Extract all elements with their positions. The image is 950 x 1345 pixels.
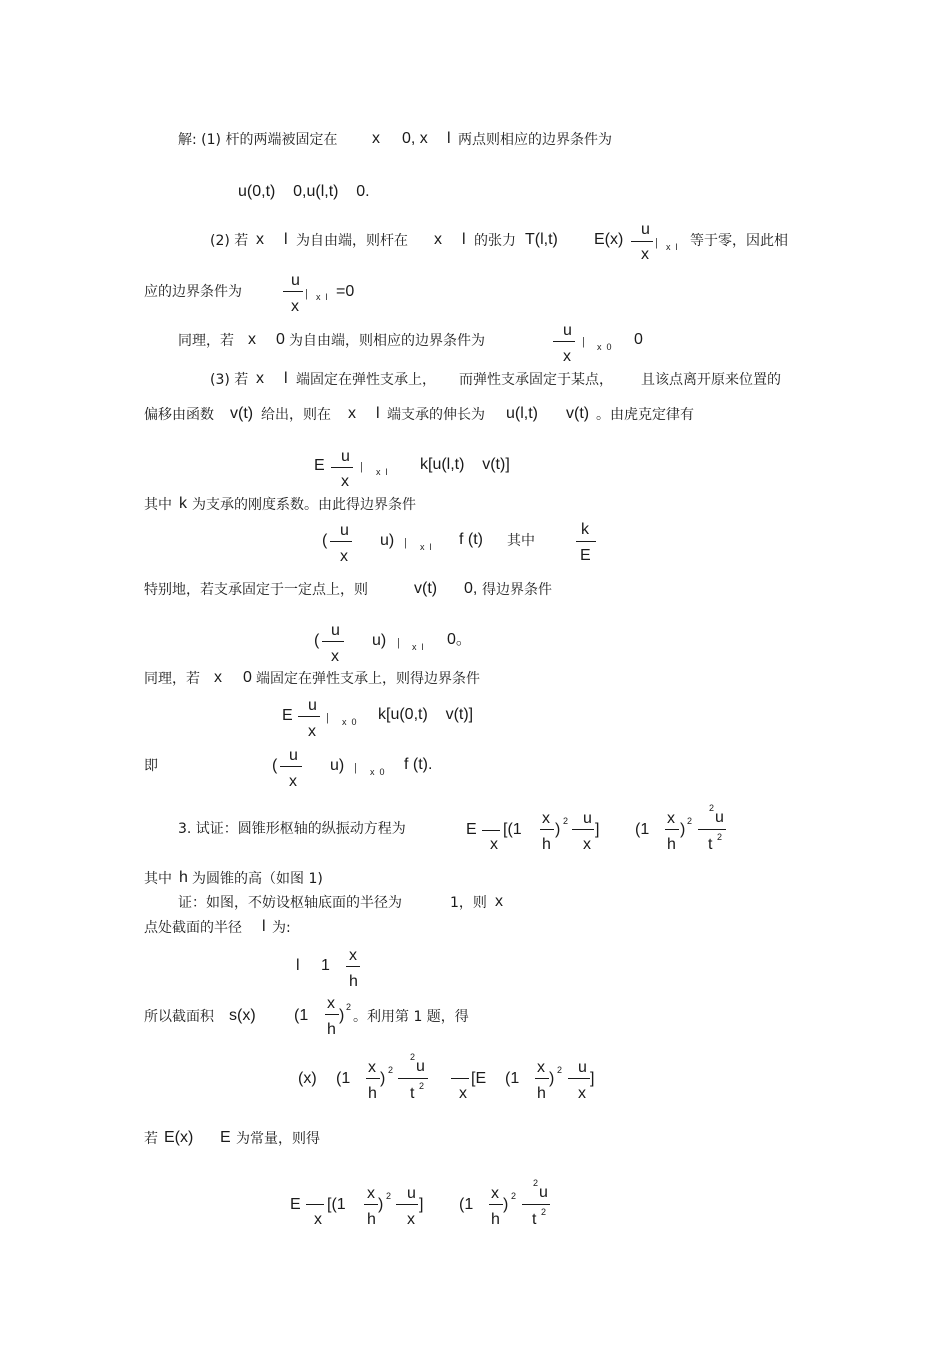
line6-t2: 而弹性支承固定于某点， [459, 372, 613, 388]
line3-sub: x l [666, 242, 678, 252]
line9-k: k [179, 495, 187, 512]
eq24-ru: u [539, 1184, 548, 1201]
line16-xd: x [583, 836, 591, 853]
line16-two: 2 [563, 816, 569, 826]
eq12-x: x [331, 648, 339, 665]
line16-rtwo-b: 2 [709, 803, 715, 813]
line9-lead: 其中 [144, 497, 172, 513]
eq20-l: l [296, 957, 300, 974]
line6-l: l [284, 370, 288, 387]
eq22-xh2-bar [535, 1078, 549, 1079]
eq22-t2: 2 [419, 1081, 425, 1091]
line16-E: E [466, 821, 477, 838]
eq14-sub: x 0 [342, 717, 357, 727]
line11-vt: v(t) [414, 580, 438, 597]
eq15-lead: 即 [144, 758, 158, 774]
eq15-rhs: f (t). [404, 756, 433, 773]
line5-rhs: 0 [634, 331, 643, 348]
eq10-open: ( [322, 532, 328, 549]
eq8-sub: x l [376, 467, 388, 477]
line18-one: 1，则 [450, 895, 487, 911]
eq24-xn: x [367, 1185, 375, 1202]
eq24-rp: ) [503, 1196, 509, 1213]
line1-lead: 解: (1) 杆的两端被固定在 [178, 132, 338, 148]
eq12-bar: | [397, 637, 400, 649]
line1-zero: 0, x [402, 130, 428, 147]
eq14-rhs: k[u(0,t) v(t)] [378, 706, 474, 723]
line5-u: u [563, 322, 572, 339]
line21-p: ) [339, 1007, 345, 1024]
eq15-fraction-bar [280, 766, 302, 767]
line2-eq: u(0,t) 0,u(l,t) 0. [238, 183, 370, 200]
eq24-close: ] [419, 1196, 424, 1213]
line23-tail: 为常量，则得 [236, 1131, 320, 1147]
line17-h: h [179, 869, 188, 886]
eq20-h: h [349, 973, 358, 990]
line9-tail: 为支承的刚度系数。由此得边界条件 [192, 497, 416, 513]
line4-fraction-bar [283, 291, 303, 292]
line7-x: x [348, 405, 356, 422]
eq24-x: x [314, 1211, 322, 1228]
line16-xh-bar [540, 829, 554, 830]
line21-lead: 所以截面积 [144, 1009, 214, 1025]
line16-lead: 3. 试证：圆锥形枢轴的纵振动方程为 [178, 821, 406, 837]
line5-lead: 同理，若 [178, 333, 234, 349]
eq24-rtwo-b: 2 [533, 1178, 539, 1188]
eq24-two: 2 [386, 1191, 392, 1201]
line7-t1: 给出，则在 [261, 407, 331, 423]
line16-rut-bar [698, 829, 726, 830]
eq24-E: E [290, 1196, 301, 1213]
eq24-u: u [407, 1185, 416, 1202]
line3-u: u [641, 221, 650, 238]
eq20-fraction-bar [346, 966, 360, 967]
eq24-h: h [367, 1211, 376, 1228]
eq24-p: ) [378, 1196, 384, 1213]
eq15-open: ( [272, 757, 278, 774]
eq8-u: u [341, 448, 350, 465]
line7-lead: 偏移由函数 [144, 407, 214, 423]
line13-x: x [214, 669, 222, 686]
eq24-rh: h [491, 1211, 500, 1228]
eq15-bar: | [354, 762, 357, 774]
line3-x: x [256, 231, 264, 248]
eq22-t3: 2 [557, 1065, 563, 1075]
eq10-k: k [581, 521, 589, 538]
line17-tail: 为圆锥的高（如图 1) [192, 871, 323, 887]
line5-mid: 为自由端，则相应的边界条件为 [289, 333, 485, 349]
eq15-u: u [289, 747, 298, 764]
eq20-one: 1 [321, 957, 330, 974]
line5-sub: x 0 [597, 342, 612, 352]
eq22-x4: x [578, 1085, 586, 1102]
eq24-r1: (1 [459, 1196, 474, 1213]
line17-lead: 其中 [144, 871, 172, 887]
line21-s: s(x) [229, 1007, 256, 1024]
line23-lead: 若 [144, 1131, 158, 1147]
line16-ux-bar [572, 829, 594, 830]
line7-ult: u(l,t) [506, 405, 538, 422]
eq22-p2: ) [549, 1070, 555, 1087]
line3-x2: x [434, 231, 442, 248]
eq8-bar: | [360, 461, 363, 473]
line7-l: l [376, 405, 380, 422]
line5-xden: x [563, 348, 571, 365]
line7-v: v(t) [230, 405, 254, 422]
eq22-xh1-bar [366, 1078, 380, 1079]
eq10-bar: | [404, 537, 407, 549]
line6-lead: (3) 若 [210, 372, 249, 388]
line6-t3: 且该点离开原来位置的 [641, 372, 781, 388]
line23-E: E [220, 1129, 231, 1146]
line18-x: x [495, 893, 503, 910]
eq22-p1: ) [380, 1070, 386, 1087]
eq10-fraction-bar [330, 541, 352, 542]
line16-x: x [490, 836, 498, 853]
eq22-h2: h [537, 1085, 546, 1102]
eq24-rxh-bar [489, 1204, 503, 1205]
line16-ru: u [715, 809, 724, 826]
line16-rtwo: 2 [687, 816, 693, 826]
eq8-E: E [314, 457, 325, 474]
line4-u: u [291, 272, 300, 289]
line5-x: x [248, 331, 256, 348]
line16-rt: t [708, 836, 713, 853]
eq8-fraction-bar [331, 467, 353, 468]
eq22-ut-bar [398, 1078, 428, 1079]
line3-fraction-bar [631, 241, 653, 242]
line3-xden: x [641, 246, 649, 263]
eq24-xd: x [407, 1211, 415, 1228]
eq10-E: E [580, 547, 591, 564]
eq10-u: u [340, 522, 349, 539]
line3-tail: 等于零，因此相 [690, 233, 788, 249]
line7-tail: 。由虎克定律有 [596, 407, 694, 423]
line16-h: h [542, 836, 551, 853]
eq22-bE: [E [471, 1070, 487, 1087]
line16-rt2: 2 [717, 832, 723, 842]
eq10-sub: x l [420, 542, 432, 552]
eq12-rhs: 0。 [447, 631, 472, 648]
line5-bar: | [582, 336, 585, 348]
eq12-fraction-bar [322, 641, 344, 642]
line6-x: x [256, 370, 264, 387]
line6-t1: 端固定在弹性支承上， [296, 372, 436, 388]
eq24-rut-bar [522, 1204, 550, 1205]
line19-lead: 点处截面的半径 [144, 920, 242, 936]
line1-x: x [372, 130, 380, 147]
eq22-t: t [410, 1085, 415, 1102]
eq24-rtwo: 2 [511, 1191, 517, 1201]
line3-t1: 为自由端，则杆在 [296, 233, 408, 249]
line13-tail: 端固定在弹性支承上，则得边界条件 [256, 671, 480, 687]
line1-l: l [447, 130, 451, 147]
eq22-two-b: 2 [410, 1052, 416, 1062]
eq12-mid: u) [372, 632, 387, 649]
line4-x: x [291, 298, 299, 315]
eq14-x: x [308, 723, 316, 740]
eq22-h1: h [368, 1085, 377, 1102]
line5-zero: 0 [276, 331, 285, 348]
eq22-u1: u [416, 1058, 425, 1075]
line19-tail: 为: [272, 920, 291, 936]
eq24-rt: t [532, 1211, 537, 1228]
line4-lead: 应的边界条件为 [144, 284, 242, 300]
line11-zero: 0, [464, 580, 478, 597]
line3-E: E(x) [594, 231, 624, 248]
eq22-close: ] [590, 1070, 595, 1087]
line16-close: ] [595, 821, 600, 838]
line16-partial-bar [482, 830, 500, 831]
line16-xn: x [542, 810, 550, 827]
line21-x: x [327, 995, 335, 1012]
eq24-rx: x [491, 1185, 499, 1202]
eq24-partial-bar [306, 1204, 324, 1205]
line21-fraction-bar [325, 1014, 339, 1015]
eq14-bar: | [326, 712, 329, 724]
eq22-u2: u [578, 1059, 587, 1076]
eq24-xh-bar [364, 1204, 378, 1205]
line16-u: u [583, 810, 592, 827]
line13-zero: 0 [243, 669, 252, 686]
line3-bar: | [655, 237, 658, 249]
line21-h: h [327, 1021, 336, 1038]
eq20-x: x [349, 947, 357, 964]
line3-lead: (2) 若 [210, 233, 249, 249]
eq15-x: x [289, 773, 297, 790]
line23-Ex: E(x) [164, 1129, 194, 1146]
eq22-t1: 2 [388, 1065, 394, 1075]
line4-eq: =0 [336, 283, 355, 300]
line16-rx: x [667, 810, 675, 827]
line13-lead: 同理，若 [144, 671, 200, 687]
eq15-sub: x 0 [370, 767, 385, 777]
eq10-where: 其中 [507, 533, 535, 549]
line3-t2: 的张力 [474, 233, 516, 249]
line16-rxh-bar [665, 829, 679, 830]
line11-lead: 特别地，若支承固定于一定点上，则 [144, 582, 368, 598]
line21-two: 2 [346, 1002, 352, 1012]
line3-l: l [284, 231, 288, 248]
eq12-u: u [331, 622, 340, 639]
eq22-ux-bar [568, 1078, 590, 1079]
line1-tail: 两点则相应的边界条件为 [458, 132, 612, 148]
eq22-x2: x [459, 1085, 467, 1102]
eq14-E: E [282, 707, 293, 724]
line7-vt: v(t) [566, 405, 590, 422]
line21-r1: (1 [294, 1007, 309, 1024]
line16-r1: (1 [635, 821, 650, 838]
eq10-x: x [340, 548, 348, 565]
eq24-rt2: 2 [541, 1207, 547, 1217]
line16-br: [(1 [503, 821, 522, 838]
line7-t2: 端支承的伸长为 [387, 407, 485, 423]
line3-T: T(l,t) [525, 231, 558, 248]
eq22-x1: x [368, 1059, 376, 1076]
eq10-rhs: f (t) [459, 531, 483, 548]
eq10-mid: u) [380, 532, 395, 549]
eq24-br: [(1 [327, 1196, 346, 1213]
eq22-r2: (1 [505, 1070, 520, 1087]
eq12-sub: x l [412, 642, 424, 652]
eq22-rho: (x) [298, 1070, 317, 1087]
line5-fraction-bar [553, 341, 575, 342]
eq8-rhs: k[u(l,t) v(t)] [420, 456, 510, 473]
line21-tail: 。利用第 1 题，得 [353, 1009, 469, 1025]
line16-rp: ) [680, 821, 686, 838]
line18-lead: 证：如图，不妨设枢轴底面的半径为 [178, 895, 402, 911]
eq8-x: x [341, 473, 349, 490]
line16-rh: h [667, 836, 676, 853]
line4-bar: | [305, 288, 308, 300]
eq22-r1: (1 [336, 1070, 351, 1087]
line4-sub: x l [316, 292, 328, 302]
eq15-mid: u) [330, 757, 345, 774]
eq10-k-fraction-bar [576, 541, 596, 542]
eq22-partial-bar [451, 1078, 469, 1079]
eq14-u: u [308, 697, 317, 714]
eq24-ux-bar [396, 1204, 418, 1205]
eq12-open: ( [314, 632, 320, 649]
line3-l2: l [462, 231, 466, 248]
line16-p2: ) [555, 821, 561, 838]
eq22-x3: x [537, 1059, 545, 1076]
eq14-fraction-bar [298, 716, 320, 717]
line19-l: l [262, 918, 266, 935]
line11-tail: 得边界条件 [482, 582, 552, 598]
